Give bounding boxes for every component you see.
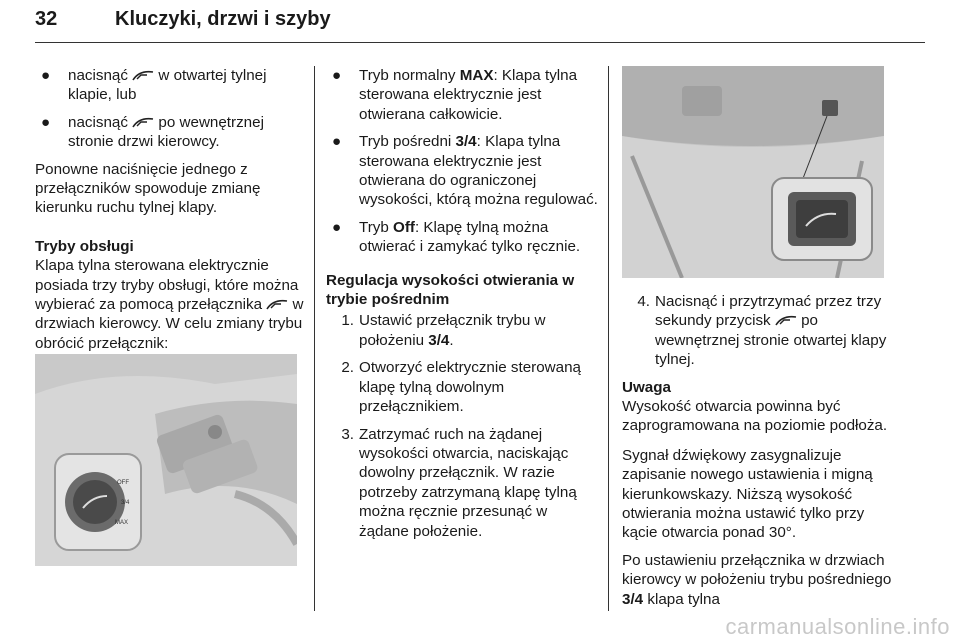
chapter-title: Kluczyki, drzwi i szyby	[115, 8, 331, 30]
list-item: 2. Otworzyć elektrycznie sterowaną klapę tylną dowolnym przełącznikiem.	[341, 359, 581, 416]
paragraph: Po ustawieniu przełącznika w drzwiach kierowcy w położeniu trybu pośredniego 3/4 klapa tylna	[622, 551, 892, 608]
list-item: ● nacisnąć w otwartej tylnej klapie, lub	[41, 67, 267, 104]
tailgate-key-icon	[775, 315, 797, 327]
column-3	[622, 292, 892, 617]
list-item: ● Tryb Off: Klapę tylną można otwierać i zamykać tylko ręcznie.	[332, 218, 581, 256]
list-item: 3. Zatrzymać ruch na żądanej wysokości otwarcia, naciskając dowolny przełącznik. W razie potrzeby zatrzymaną klapę tylną można ręcznie przesunąć w żądane położenie.	[341, 425, 577, 540]
svg-text:3/4: 3/4	[121, 500, 130, 506]
tailgate-key-icon	[132, 70, 154, 82]
paragraph: Sygnał dźwiękowy zasygnalizuje zapisanie nowego ustawienia i migną kierunkowskazy. Niższą wysokość otwierania można ustawić tylko przy kącie otwarcia ponad 30°.	[622, 446, 873, 542]
note-text: Wysokość otwarcia powinna być zaprogramowana na poziomie podłoża.	[622, 398, 888, 435]
header-divider	[35, 42, 925, 43]
page-header	[35, 8, 925, 42]
list-item: ● Tryb pośredni 3/4: Klapa tylna sterowana elektrycznie jest otwierana do ograniczonej wysokości, którą można regulować.	[332, 133, 598, 209]
list-item: 1. Ustawić przełącznik trybu w położeniu 3/4.	[341, 312, 546, 349]
section-heading: Regulacja wysokości otwierania w trybie pośrednim	[326, 271, 575, 309]
paragraph: Klapa tylna sterowana elektrycznie posiada trzy tryby obsługi, które można wybierać za pomocą przełącznika w drzwiach kierowcy. W celu zmiany trybu obrócić przełącznik:	[35, 257, 304, 352]
section-heading: Tryby obsługi	[35, 237, 134, 255]
column-1	[35, 66, 305, 361]
list-item: 4. Nacisnąć i przytrzymać przez trzy sekundy przycisk po wewnętrznej stronie otwartej klapy tylnej.	[637, 293, 887, 369]
paragraph: Ponowne naciśnięcie jednego z przełączników spowoduje zmianę kierunku ruchu tylnej klapy.	[35, 160, 261, 217]
tailgate-switch-illustration	[622, 66, 884, 278]
column-divider-2	[608, 66, 609, 611]
list-item: ● Tryb normalny MAX: Klapa tylna sterowana elektrycznie jest otwierana całkowicie.	[332, 67, 578, 123]
watermark: carmanualsonline.info	[725, 614, 950, 639]
tailgate-key-icon	[132, 117, 154, 129]
column-divider-1	[314, 66, 315, 611]
page-number: 32	[35, 8, 58, 30]
tailgate-key-icon	[266, 299, 288, 311]
svg-text:MAX: MAX	[115, 520, 129, 526]
note-heading: Uwaga	[622, 378, 671, 396]
door-switch-illustration	[35, 354, 297, 566]
column-2	[326, 66, 598, 549]
list-item: ● nacisnąć po wewnętrznej stronie drzwi kierowcy.	[41, 113, 264, 151]
svg-text:OFF: OFF	[117, 480, 129, 486]
